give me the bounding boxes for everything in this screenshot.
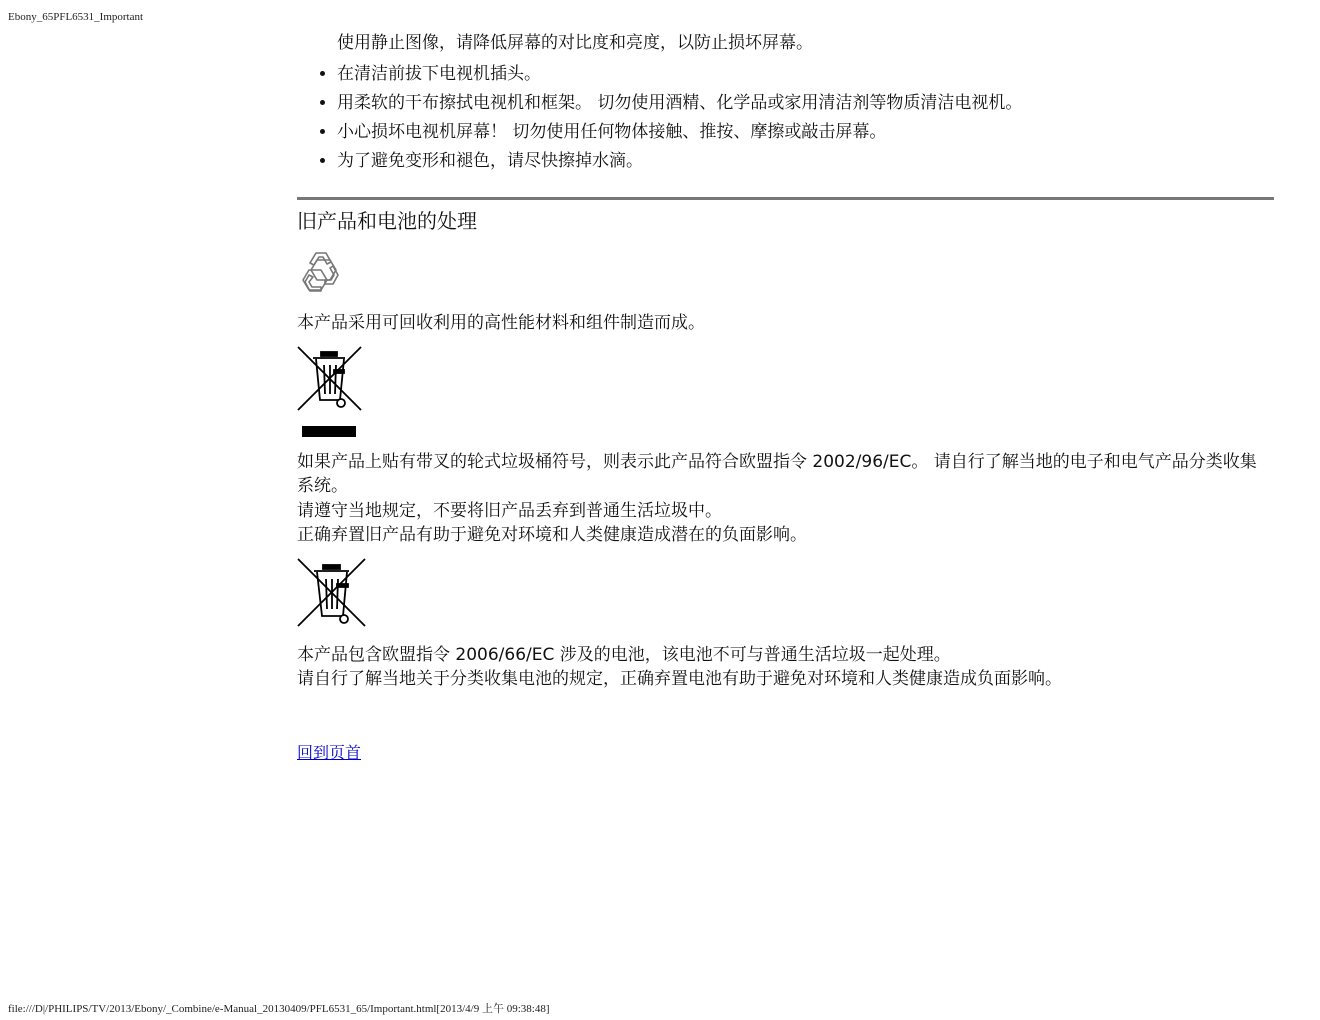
print-header: Ebony_65PFL6531_Important	[8, 11, 144, 23]
battery-paragraph: 本产品包含欧盟指令 2006/66/EC 涉及的电池，该电池不可与普通生活垃圾一起处理。	[297, 645, 951, 665]
weee-impact-paragraph: 正确弃置旧产品有助于避免对环境和人类健康造成潜在的负面影响。	[297, 525, 807, 545]
list-item: • 为了避免变形和褪色，请尽快擦掉水滴。	[337, 147, 1022, 176]
care-continuation: 使用静止图像，请降低屏幕的对比度和亮度，以防止损坏屏幕。	[337, 33, 813, 53]
section-title: 旧产品和电池的处理	[297, 209, 477, 233]
crossed-out-wheelie-bin-icon	[297, 346, 363, 412]
weee-paragraph: 如果产品上贴有带叉的轮式垃圾桶符号，则表示此产品符合欧盟指令 2002/96/EC。 请自行了解当地的电子和电气产品分类收集系统。	[297, 452, 1257, 496]
recycle-paragraph: 本产品采用可回收利用的高性能材料和组件制造而成。	[297, 313, 705, 333]
section-divider	[297, 197, 1274, 200]
crossed-out-wheelie-bin-icon	[297, 558, 367, 628]
weee-rule-paragraph: 请遵守当地规定，不要将旧产品丢弃到普通生活垃圾中。	[297, 501, 722, 521]
back-to-top-link[interactable]: 回到页首	[297, 743, 362, 762]
recycle-icon	[297, 248, 345, 296]
list-item: • 小心损坏电视机屏幕！ 切勿使用任何物体接触、推按、摩擦或敲击屏幕。	[337, 118, 1022, 147]
list-item: • 用柔软的干布擦拭电视机和框架。 切勿使用酒精、化学品或家用清洁剂等物质清洁电视机。	[337, 89, 1022, 118]
list-item: • 在清洁前拔下电视机插头。	[337, 60, 1022, 89]
print-footer: file:///D|/PHILIPS/TV/2013/Ebony/_Combine/e-Manual_20130409/PFL6531_65/Important.html[2013/4/9 上午 09:38:48]	[8, 1003, 550, 1015]
bin-underline-bar	[302, 426, 356, 437]
care-list	[297, 60, 1022, 176]
battery-rule-paragraph: 请自行了解当地关于分类收集电池的规定，正确弃置电池有助于避免对环境和人类健康造成负面影响。	[297, 669, 1062, 689]
